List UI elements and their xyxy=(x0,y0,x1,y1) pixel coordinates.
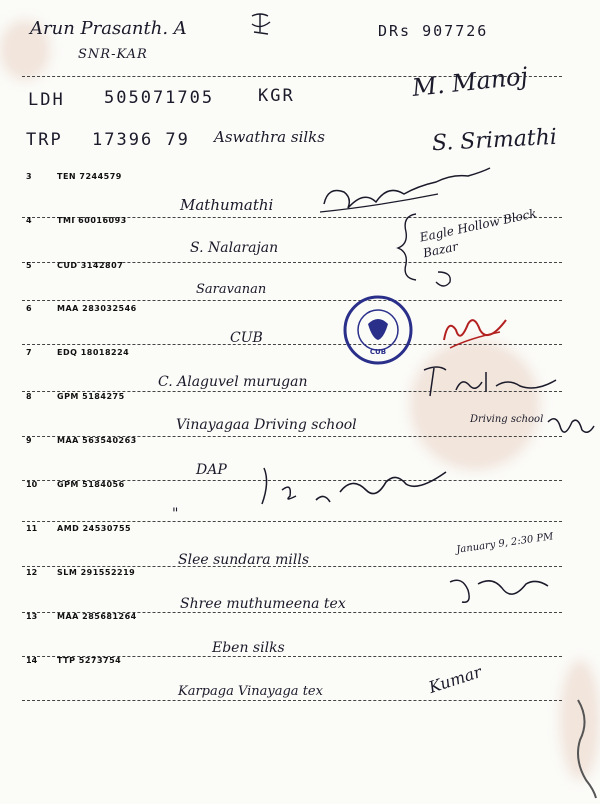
signature-icon xyxy=(416,362,566,406)
loop-signature-icon xyxy=(432,268,456,294)
red-signature-icon xyxy=(440,310,510,358)
ldh-code: LDH xyxy=(28,90,65,110)
row-code: GPM 5184056 xyxy=(57,480,125,489)
row-code: MAA 563540263 xyxy=(57,436,137,445)
ldh-number: 505071705 xyxy=(104,88,215,108)
row-entry: " xyxy=(172,506,179,522)
row-entry: Slee sundara mills xyxy=(178,552,309,568)
row-divider xyxy=(22,566,562,567)
row-divider xyxy=(22,300,562,301)
trp-name: Aswathra silks xyxy=(214,128,325,146)
row-entry: DAP xyxy=(196,462,227,478)
row-code: AMD 24530755 xyxy=(57,524,132,533)
row-note: Kumar xyxy=(426,662,484,697)
signature-icon xyxy=(256,462,456,516)
row-number: 5 xyxy=(26,261,32,270)
row-entry: Mathumathi xyxy=(180,196,274,214)
bank-stamp-icon xyxy=(342,294,414,370)
row-note: January 9, 2:30 PM xyxy=(455,531,555,556)
row-entry: CUB xyxy=(230,330,263,346)
row-number: 11 xyxy=(26,524,38,533)
margin-mark-icon xyxy=(570,690,600,804)
row-number: 6 xyxy=(26,304,32,313)
row-number: 3 xyxy=(26,172,32,181)
row-code: MAA 283032546 xyxy=(57,304,137,313)
row-code: CUD 3142807 xyxy=(57,261,124,270)
row-entry: Shree muthumeena tex xyxy=(180,596,346,612)
row-note: Driving school xyxy=(470,414,544,425)
svg-text:CUB: CUB xyxy=(369,348,387,356)
ldh-signature: M. Manoj xyxy=(410,62,530,102)
row-entry: C. Alaguvel murugan xyxy=(158,374,308,390)
row-entry: Eben silks xyxy=(212,640,285,656)
row-number: 13 xyxy=(26,612,38,621)
row-number: 9 xyxy=(26,436,32,445)
ldh-place: KGR xyxy=(258,86,295,106)
trp-code: TRP xyxy=(26,130,63,150)
reference-number: DRs 907726 xyxy=(378,22,489,40)
row-code: EDQ 18018224 xyxy=(57,348,130,357)
row-code: SLM 291552219 xyxy=(57,568,136,577)
row-divider xyxy=(22,521,562,522)
row-number: 14 xyxy=(26,656,38,665)
signature-icon xyxy=(318,160,498,224)
row-note: Eagle Hollow Block Bazar xyxy=(418,206,538,261)
row-code: TEN 7244579 xyxy=(57,172,122,181)
row-entry: Karpaga Vinayaga tex xyxy=(178,684,323,699)
row-number: 8 xyxy=(26,392,32,401)
trp-number: 17396 79 xyxy=(92,130,190,150)
tamil-initial-signature xyxy=(248,10,274,42)
signature-icon xyxy=(442,572,552,616)
row-code: GPM 5184275 xyxy=(57,392,125,401)
row-code: MAA 285681264 xyxy=(57,612,137,621)
trp-signature: S. Srimathi xyxy=(431,124,558,157)
row-number: 4 xyxy=(26,216,32,225)
row-entry: Vinayagaa Driving school xyxy=(176,417,357,433)
name-line: Arun Prasanth. A xyxy=(30,18,187,39)
row-number: 12 xyxy=(26,568,38,577)
signature-icon xyxy=(544,412,596,450)
row-number: 10 xyxy=(26,480,38,489)
row-code: TMI 60016093 xyxy=(57,216,127,225)
row-number: 7 xyxy=(26,348,32,357)
row-entry: S. Nalarajan xyxy=(190,240,279,256)
row-entry: Saravanan xyxy=(196,282,267,297)
row-code: TTP 5273754 xyxy=(57,656,122,665)
place-line: SNR-KAR xyxy=(78,47,148,62)
row-divider xyxy=(22,700,562,701)
